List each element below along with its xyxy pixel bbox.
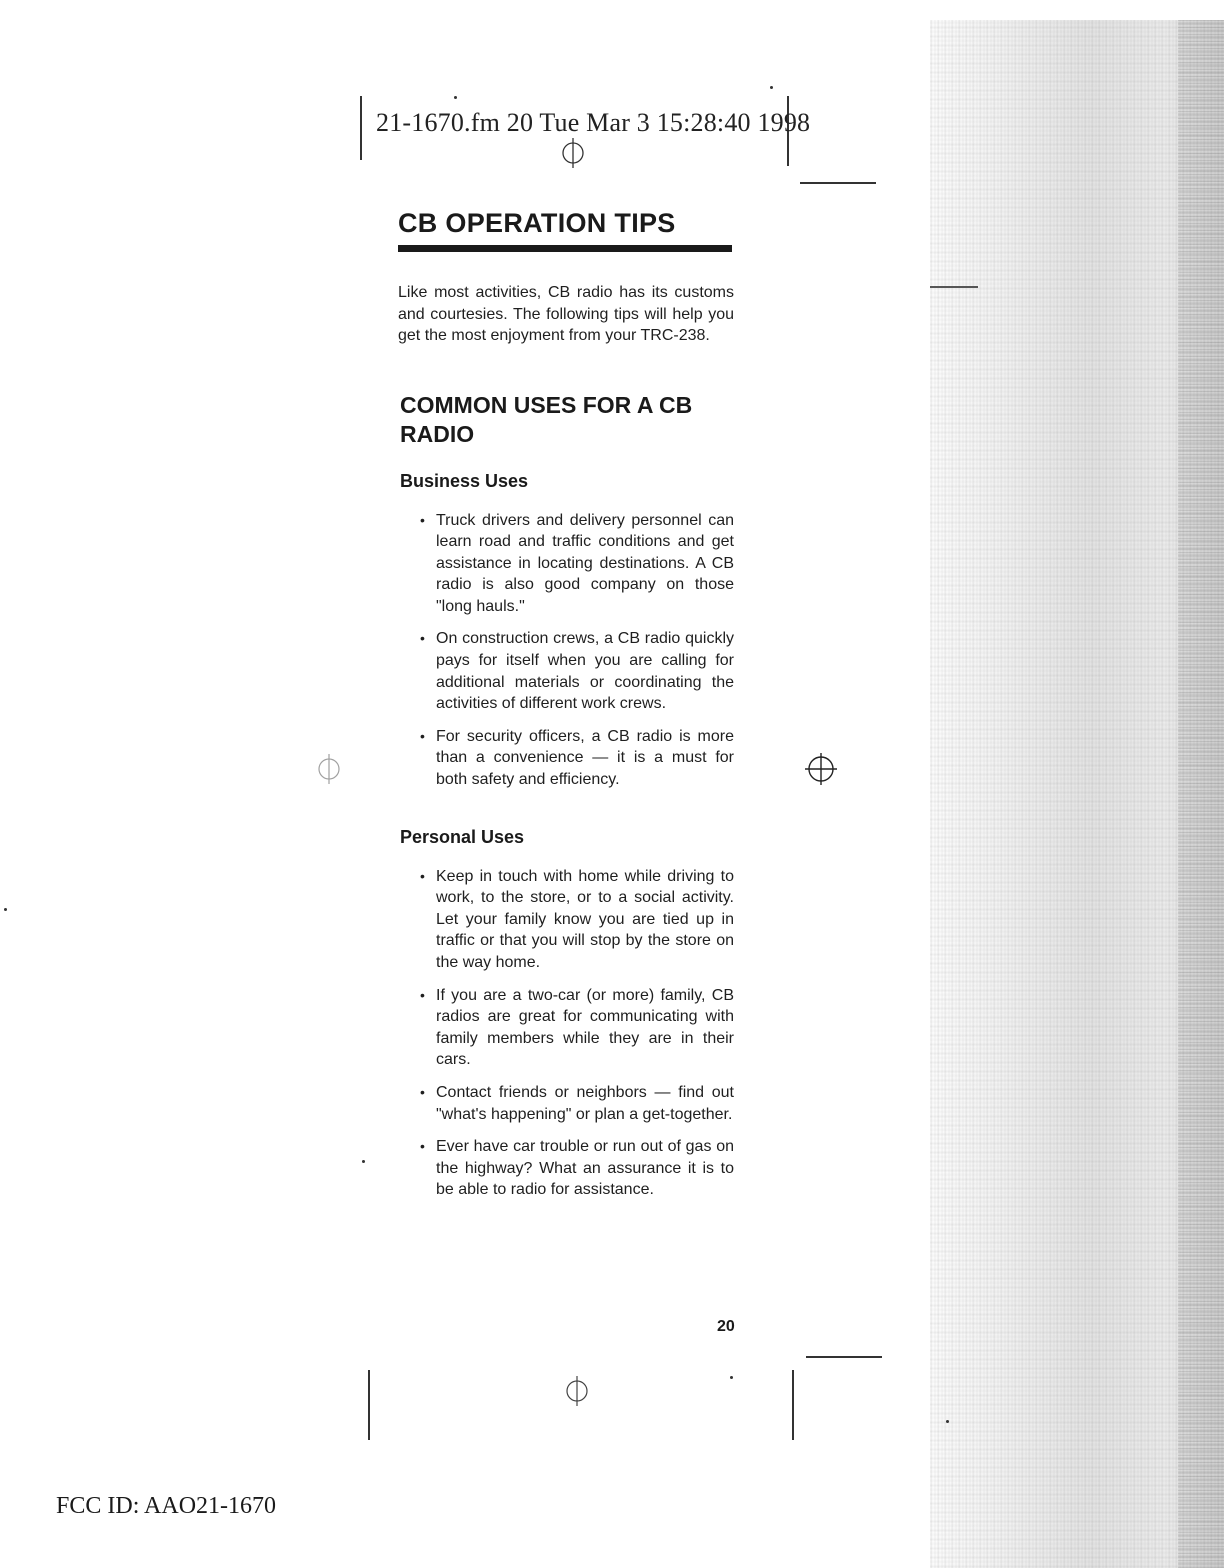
content-column xyxy=(398,205,734,1212)
crop-mark-mid-right-horizontal xyxy=(930,286,978,288)
bullet-icon: • xyxy=(420,867,425,884)
registration-mark-left xyxy=(312,752,346,786)
list-item xyxy=(420,726,734,791)
bullet-icon: • xyxy=(420,1083,425,1100)
bullet-icon: • xyxy=(420,630,425,647)
list-item xyxy=(420,985,734,1071)
crop-mark-bottom-right xyxy=(792,1370,794,1440)
list-item-text: Truck drivers and delivery personnel can learn road and traffic conditions and get assistance in locating destinations. A CB radio is also good company on those "long hauls." xyxy=(436,511,734,615)
list-item xyxy=(420,628,734,714)
intro-paragraph: Like most activities, CB radio has its customs and courtesies. The following tips will help you get the most enjoyment from your TRC-238. xyxy=(398,284,734,344)
crop-mark-bottom-right-horizontal xyxy=(806,1356,882,1358)
crop-mark-top-left xyxy=(360,96,362,160)
registration-mark-right xyxy=(804,752,838,786)
crop-mark-top-right-horizontal xyxy=(800,182,876,184)
bullet-icon: • xyxy=(420,511,425,528)
crop-mark-bottom-left xyxy=(368,1370,370,1440)
personal-uses-list xyxy=(398,866,734,1201)
scan-speck xyxy=(770,86,773,89)
list-item-text: If you are a two-car (or more) family, CB radios are great for communicating with family members while they are in their cars. xyxy=(436,986,734,1069)
fcc-id-label: FCC ID: AAO21-1670 xyxy=(56,1493,277,1519)
list-item-text: Ever have car trouble or run out of gas on the highway? What an assurance it is to be able to radio for assistance. xyxy=(436,1138,734,1199)
scan-edge-band xyxy=(1178,20,1224,1568)
page-title: CB OPERATION TIPS xyxy=(398,208,676,238)
section-title: COMMON USES FOR A CB RADIO xyxy=(400,391,693,447)
scan-speck xyxy=(4,908,7,911)
bullet-icon: • xyxy=(420,727,425,744)
list-item xyxy=(420,1082,734,1125)
list-item-text: For security officers, a CB radio is more than a convenience — it is a must for both safety and efficiency. xyxy=(436,727,734,789)
title-underline-rule xyxy=(398,245,732,252)
list-item-text: Contact friends or neighbors — find out "what's happening" or plan a get-together. xyxy=(436,1083,734,1123)
page-number: 20 xyxy=(717,1318,735,1335)
print-run-header: 21-1670.fm 20 Tue Mar 3 15:28:40 1998 xyxy=(376,108,811,137)
registration-mark-bottom xyxy=(560,1374,594,1408)
scan-speck xyxy=(362,1160,365,1163)
business-uses-list xyxy=(398,510,734,791)
registration-mark-top xyxy=(556,136,590,170)
scan-speck xyxy=(454,96,457,99)
bullet-icon: • xyxy=(420,986,425,1003)
list-item xyxy=(420,510,734,618)
list-item xyxy=(420,1136,734,1201)
scan-speck xyxy=(730,1376,733,1379)
list-item-text: On construction crews, a CB radio quickly pays for itself when you are calling for additional materials or coordinating the activities of different work crews. xyxy=(436,630,734,713)
list-item-text: Keep in touch with home while driving to work, to the store, or to a social activity. Let your family know you are tied up in traffic or that you will stop by the store on the way home. xyxy=(436,867,734,971)
personal-uses-heading: Personal Uses xyxy=(400,826,525,847)
scan-speck xyxy=(946,1420,949,1423)
business-uses-heading: Business Uses xyxy=(400,470,529,491)
list-item xyxy=(420,866,734,974)
bullet-icon: • xyxy=(420,1138,425,1155)
